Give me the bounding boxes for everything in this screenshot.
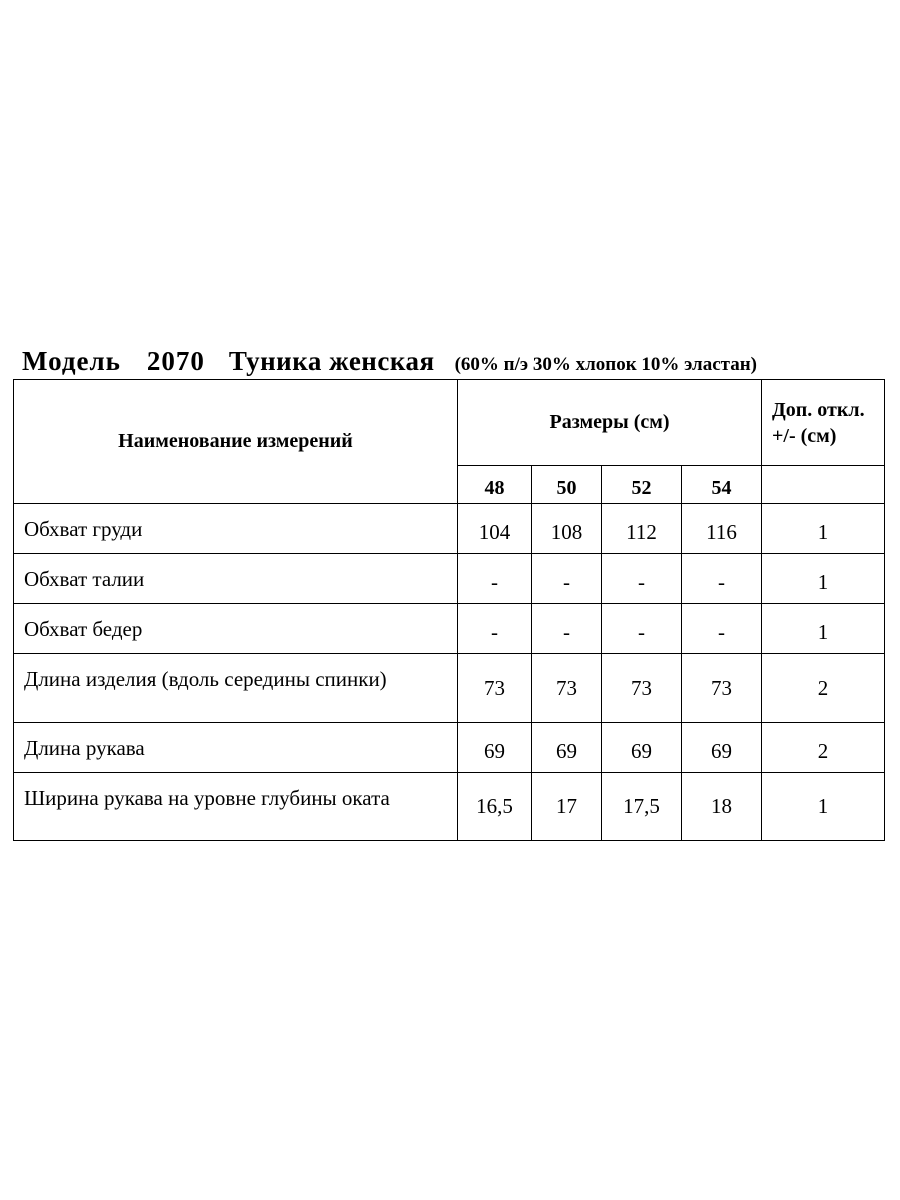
model-label: Модель xyxy=(22,346,121,376)
row-value: - xyxy=(532,554,602,604)
row-value: 104 xyxy=(458,504,532,554)
deviation-subheader-empty xyxy=(762,466,885,504)
row-value: 73 xyxy=(682,654,762,723)
row-value: 69 xyxy=(682,723,762,773)
row-value: 69 xyxy=(532,723,602,773)
row-label: Длина рукава xyxy=(14,723,458,773)
row-value: - xyxy=(458,554,532,604)
row-deviation: 1 xyxy=(762,604,885,654)
row-label: Длина изделия (вдоль середины спинки) xyxy=(14,654,458,723)
table-row xyxy=(14,604,885,654)
row-value: 112 xyxy=(602,504,682,554)
row-value: - xyxy=(602,554,682,604)
row-label: Обхват талии xyxy=(14,554,458,604)
row-value: - xyxy=(532,604,602,654)
row-label: Обхват бедер xyxy=(14,604,458,654)
size-header-50: 50 xyxy=(532,466,602,504)
fabric-composition: (60% п/э 30% хлопок 10% эластан) xyxy=(454,354,757,375)
row-value: 16,5 xyxy=(458,773,532,841)
row-value: 17 xyxy=(532,773,602,841)
size-chart-table xyxy=(13,379,885,841)
row-deviation: 1 xyxy=(762,773,885,841)
header-sizes: Размеры (см) xyxy=(458,380,762,466)
row-value: 69 xyxy=(602,723,682,773)
row-value: - xyxy=(682,604,762,654)
size-header-52: 52 xyxy=(602,466,682,504)
row-value: - xyxy=(458,604,532,654)
row-value: 73 xyxy=(458,654,532,723)
row-value: 17,5 xyxy=(602,773,682,841)
table-row xyxy=(14,773,885,841)
table-row xyxy=(14,654,885,723)
row-deviation: 1 xyxy=(762,504,885,554)
row-value: 73 xyxy=(602,654,682,723)
product-name: Туника женская xyxy=(228,346,435,376)
row-deviation: 2 xyxy=(762,723,885,773)
table-row xyxy=(14,723,885,773)
size-header-48: 48 xyxy=(458,466,532,504)
row-value: 69 xyxy=(458,723,532,773)
document-title xyxy=(22,343,757,384)
row-value: 108 xyxy=(532,504,602,554)
row-deviation: 1 xyxy=(762,554,885,604)
row-value: 73 xyxy=(532,654,602,723)
row-deviation: 2 xyxy=(762,654,885,723)
model-number: 2070 xyxy=(146,346,205,376)
row-label: Обхват груди xyxy=(14,504,458,554)
size-header-54: 54 xyxy=(682,466,762,504)
row-value: 116 xyxy=(682,504,762,554)
row-label: Ширина рукава на уровне глубины оката xyxy=(14,773,458,841)
row-value: 18 xyxy=(682,773,762,841)
row-value: - xyxy=(682,554,762,604)
table-row xyxy=(14,554,885,604)
header-measurement-name: Наименование измерений xyxy=(14,380,458,504)
table-row xyxy=(14,504,885,554)
header-deviation: Доп. откл. +/- (см) xyxy=(762,380,885,466)
row-value: - xyxy=(602,604,682,654)
